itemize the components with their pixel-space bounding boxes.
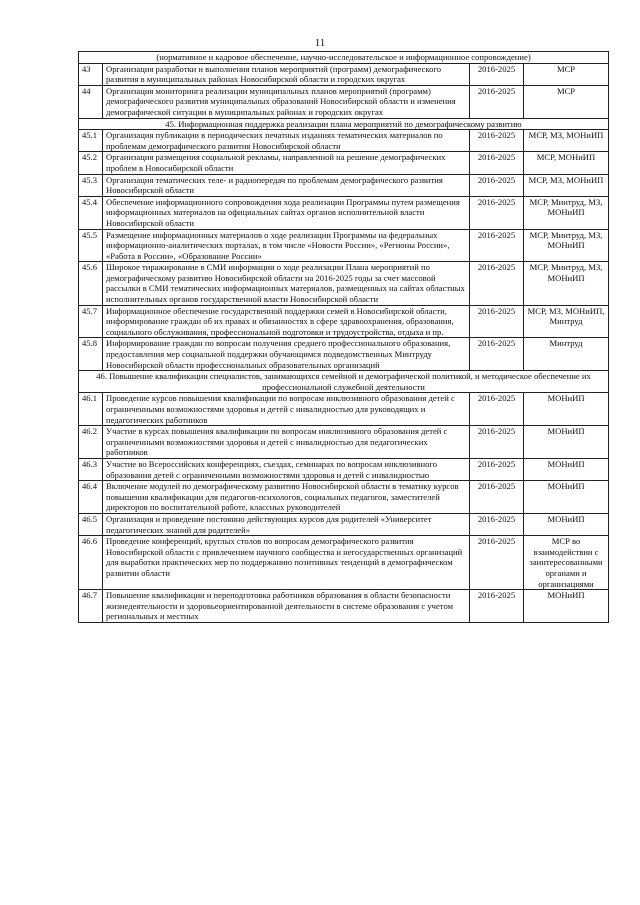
table-row	[79, 590, 609, 623]
item-number: 46.1	[79, 393, 103, 426]
table-row	[79, 174, 609, 196]
item-number: 43	[79, 63, 103, 85]
item-executor: МСР, МЗ, МОНиИП	[524, 174, 609, 196]
item-period: 2016-2025	[470, 152, 524, 174]
item-description: Повышение квалификации и переподготовка работников образования в области безопасности жизнедеятельности и здоровьеориентированной деятельности в системе образования с учетом региональных и местных	[103, 590, 470, 623]
item-executor: МСР, Минтруд, МЗ, МОНиИП	[524, 229, 609, 262]
item-description: Проведение курсов повышения квалификации по вопросам инклюзивного образования детей с ограниченными возможностями здоровья и детей с инвалидностью для руководящих и педагогических работников	[103, 393, 470, 426]
page-number: 11	[314, 37, 326, 49]
item-executor: Минтруд	[524, 338, 609, 371]
item-executor: МОНиИП	[524, 458, 609, 480]
item-description: Размещение информационных материалов о ходе реализации Программы на федеральных информационно-аналитических порталах, в том числе «Новости России», «Регионы России», «Работа в России», «Образование России»	[103, 229, 470, 262]
table-row	[79, 481, 609, 514]
section-header-row	[79, 118, 609, 130]
section-header-row	[79, 371, 609, 393]
item-executor: МОНиИП	[524, 426, 609, 459]
item-period: 2016-2025	[470, 229, 524, 262]
table-row	[79, 152, 609, 174]
section-header-row	[79, 52, 609, 64]
table-row	[79, 63, 609, 85]
item-number: 46.5	[79, 513, 103, 535]
item-executor: МСР, МЗ, МОНиИП	[524, 130, 609, 152]
table-row	[79, 229, 609, 262]
table-row	[79, 426, 609, 459]
item-number: 46.3	[79, 458, 103, 480]
table-row	[79, 262, 609, 305]
measures-table	[78, 51, 609, 623]
item-description: Включение модулей по демографическому развитию Новосибирской области в тематику курсов повышения квалификации для педагогов-психологов, социальных педагогов, заместителей директоров по воспитательной работе, классных руководителей	[103, 481, 470, 514]
table-row	[79, 536, 609, 590]
item-description: Обеспечение информационного сопровождения хода реализации Программы путем размещения информационных материалов на официальных сайтах органов исполнительной власти Новосибирской области	[103, 196, 470, 229]
section-title: 45. Информационная поддержка реализации плана мероприятий по демографическому развитию	[79, 118, 609, 130]
item-period: 2016-2025	[470, 63, 524, 85]
table-row	[79, 393, 609, 426]
item-description: Участие во Всероссийских конференциях, съездах, семинарах по вопросам инклюзивного образования детей с ограниченными возможностями здоровья и детей с инвалидностью	[103, 458, 470, 480]
table-row	[79, 338, 609, 371]
item-executor: МОНиИП	[524, 513, 609, 535]
item-period: 2016-2025	[470, 513, 524, 535]
item-description: Организация публикации в периодических печатных изданиях тематических материалов по проблемам демографического развития Новосибирской области	[103, 130, 470, 152]
item-executor: МСР, Минтруд, МЗ, МОНиИП	[524, 196, 609, 229]
item-description: Широкое тиражирование в СМИ информации о ходе реализации Плана мероприятий по демографическому развитию Новосибирской области на 2016-2025 годы за счет массовой рассылки в СМИ тематических информационных материалов, размещенных на сайтах областных исполнительных органов государственной власти Новосибирской области	[103, 262, 470, 305]
item-number: 45.8	[79, 338, 103, 371]
item-executor: МСР, Минтруд, МЗ, МОНиИП	[524, 262, 609, 305]
item-executor: МСР	[524, 85, 609, 118]
item-period: 2016-2025	[470, 85, 524, 118]
item-executor: МСР	[524, 63, 609, 85]
table-row	[79, 130, 609, 152]
item-number: 45.7	[79, 305, 103, 338]
item-number: 45.3	[79, 174, 103, 196]
item-number: 46.6	[79, 536, 103, 590]
item-period: 2016-2025	[470, 590, 524, 623]
measures-table-body	[79, 52, 609, 623]
item-description: Организация и проведение постоянно действующих курсов для родителей «Университет педагогических знаний для родителей»	[103, 513, 470, 535]
item-period: 2016-2025	[470, 305, 524, 338]
item-executor: МСР, МОНиИП	[524, 152, 609, 174]
item-number: 46.7	[79, 590, 103, 623]
item-number: 45.6	[79, 262, 103, 305]
table-row	[79, 305, 609, 338]
item-number: 46.2	[79, 426, 103, 459]
section-title: 46. Повышение квалификации специалистов, занимающихся семейной и демографической политикой, и методическое обеспечение их профессиональной служебной деятельности	[79, 371, 609, 393]
item-executor: МОНиИП	[524, 590, 609, 623]
item-executor: МОНиИП	[524, 481, 609, 514]
item-period: 2016-2025	[470, 481, 524, 514]
item-period: 2016-2025	[470, 338, 524, 371]
item-description: Организация размещения социальной рекламы, направленной на решение демографических проблем в Новосибирской области	[103, 152, 470, 174]
table-row	[79, 196, 609, 229]
item-period: 2016-2025	[470, 426, 524, 459]
item-period: 2016-2025	[470, 196, 524, 229]
item-period: 2016-2025	[470, 536, 524, 590]
item-number: 45.5	[79, 229, 103, 262]
item-period: 2016-2025	[470, 393, 524, 426]
item-number: 45.1	[79, 130, 103, 152]
item-number: 45.4	[79, 196, 103, 229]
table-row	[79, 85, 609, 118]
table-row	[79, 513, 609, 535]
item-executor: МОНиИП	[524, 393, 609, 426]
table-row	[79, 458, 609, 480]
item-executor: МСР, МЗ, МОНиИП, Минтруд	[524, 305, 609, 338]
item-description: Информационное обеспечение государственной поддержки семей в Новосибирской области, информирование граждан об их правах и обязанностях в сфере здравоохранения, образования, социального обслуживания, профессиональной подготовки и трудоустройства, отдыха и пр.	[103, 305, 470, 338]
item-description: Информирование граждан по вопросам получения среднего профессионального образования, предоставления мер социальной поддержки обучающимся подведомственных Минтруду Новосибирской области профессиональных образовательных организаций	[103, 338, 470, 371]
item-period: 2016-2025	[470, 458, 524, 480]
item-period: 2016-2025	[470, 130, 524, 152]
item-description: Организация тематических теле- и радиопередач по проблемам демографического развития Новосибирской области	[103, 174, 470, 196]
item-period: 2016-2025	[470, 262, 524, 305]
item-period: 2016-2025	[470, 174, 524, 196]
item-description: Проведение конференций, круглых столов по вопросам демографического развития Новосибирской области с привлечением научного сообщества и негосударственных организаций для выработки практических мер по поддержанию позитивных тенденций в демографическом развитии области	[103, 536, 470, 590]
item-description: Организация мониторинга реализации муниципальных планов мероприятий (программ) демографического развития муниципальных образований Новосибирской области и изменения демографической ситуации в муниципальных районах и городских округах	[103, 85, 470, 118]
item-description: Участие в курсах повышения квалификации по вопросам инклюзивного образования детей с ограниченными возможностями здоровья и детей с инвалидностью для педагогических работников	[103, 426, 470, 459]
item-executor: МСР во взаимодействии с заинтересованными органами и организациями	[524, 536, 609, 590]
item-number: 44	[79, 85, 103, 118]
item-description: Организация разработки и выполнения планов мероприятий (программ) демографического развития в муниципальных районах Новосибирской области и городских округах	[103, 63, 470, 85]
item-number: 46.4	[79, 481, 103, 514]
item-number: 45.2	[79, 152, 103, 174]
section-title: (нормативное и кадровое обеспечение, научно-исследовательское и информационное сопровождение)	[79, 52, 609, 64]
